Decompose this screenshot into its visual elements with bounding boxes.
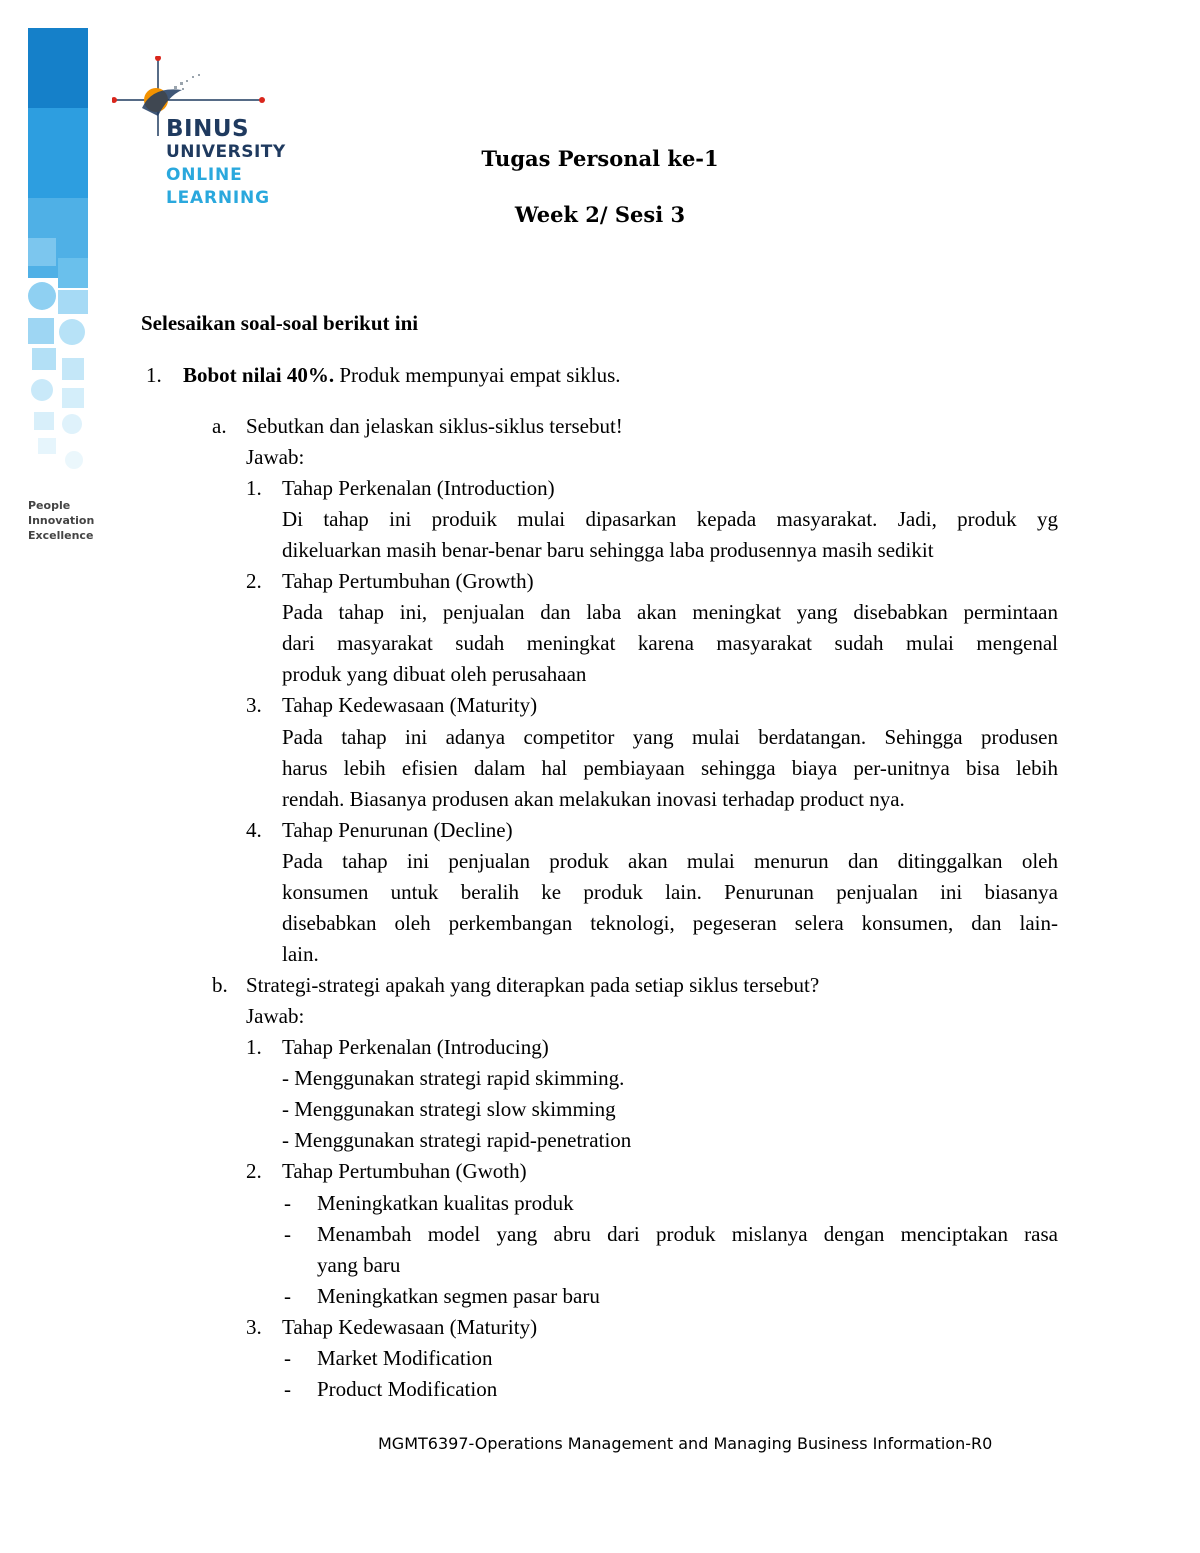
a-item-1-line-2: dikeluarkan masih benar-benar baru sehingga laba produsennya masih sedikit [282, 538, 934, 562]
a-item-1-title: Tahap Perkenalan (Introduction) [282, 476, 555, 500]
b-stage-3-dash-1: - [284, 1346, 291, 1370]
a-item-4-line-4: lain. [282, 942, 319, 966]
b-stage-2-title: Tahap Pertumbuhan (Gwoth) [282, 1159, 527, 1183]
page-footer: MGMT6397-Operations Management and Managing Business Information-R0 [378, 1434, 993, 1453]
a-item-4-number: 4. [246, 818, 262, 842]
part-b-answer-label: Jawab: [246, 1004, 305, 1028]
part-a-answer-label: Jawab: [246, 445, 305, 469]
b-stage-1-title: Tahap Perkenalan (Introducing) [282, 1035, 549, 1059]
a-item-1-number: 1. [246, 476, 262, 500]
b-stage-3-dash-2: - [284, 1377, 291, 1401]
b-stage-3-title: Tahap Kedewasaan (Maturity) [282, 1315, 538, 1339]
logo-learning: LEARNING [166, 188, 270, 208]
tagline-excellence: Excellence [28, 529, 94, 542]
document-title: Tugas Personal ke-1 [481, 146, 719, 171]
logo-online: ONLINE [166, 165, 243, 185]
a-item-4-line-3: disebabkan oleh perkembangan teknologi, pegeseran selera konsumen, dan lain- [282, 911, 1058, 935]
tagline-people: People [28, 499, 71, 512]
q1-number: 1. [146, 363, 162, 387]
b-stage-1-line-1: - Menggunakan strategi rapid skimming. [282, 1066, 625, 1090]
b-stage-2-bullet-2: Menambah model yang abru dari produk mislanya dengan menciptakan rasa [317, 1222, 1058, 1246]
a-item-2-line-1: Pada tahap ini, penjualan dan laba akan meningkat yang disebabkan permintaan [282, 600, 1058, 624]
part-a-letter: a. [212, 414, 227, 438]
b-stage-2-bullet-2-cont: yang baru [317, 1253, 401, 1277]
tagline-innovation: Innovation [28, 514, 95, 527]
a-item-1-line-1: Di tahap ini produik mulai dipasarkan kepada masyarakat. Jadi, produk yg [282, 507, 1058, 531]
a-item-3-line-3: rendah. Biasanya produsen akan melakukan inovasi terhadap product nya. [282, 787, 905, 811]
a-item-4-title: Tahap Penurunan (Decline) [282, 818, 513, 842]
b-stage-2-bullet-1: Meningkatkan kualitas produk [317, 1191, 574, 1215]
a-item-4-line-1: Pada tahap ini penjualan produk akan mulai menurun dan ditinggalkan oleh [282, 849, 1058, 873]
decorative-pattern-band [28, 28, 88, 478]
part-b-question: Strategi-strategi apakah yang diterapkan pada setiap siklus tersebut? [246, 973, 820, 997]
b-stage-3-bullet-2: Product Modification [317, 1377, 498, 1401]
q1-description: Produk mempunyai empat siklus. [334, 363, 621, 387]
logo-university: UNIVERSITY [166, 142, 286, 162]
b-stage-1-line-3: - Menggunakan strategi rapid-penetration [282, 1128, 632, 1152]
logo-binus: BINUS [166, 116, 250, 142]
q1-weight: Bobot nilai 40%. [183, 363, 335, 387]
a-item-3-line-1: Pada tahap ini adanya competitor yang mulai berdatangan. Sehingga produsen [282, 725, 1058, 749]
b-stage-3-number: 3. [246, 1315, 262, 1339]
a-item-3-title: Tahap Kedewasaan (Maturity) [282, 693, 538, 717]
q1-text [183, 362, 621, 388]
a-item-2-line-2: dari masyarakat sudah meningkat karena masyarakat sudah mulai mengenal [282, 631, 1058, 655]
b-stage-2-number: 2. [246, 1159, 262, 1183]
part-a-question: Sebutkan dan jelaskan siklus-siklus tersebut! [246, 414, 623, 438]
part-b-letter: b. [212, 973, 228, 997]
instruction: Selesaikan soal-soal berikut ini [141, 311, 419, 335]
a-item-4-line-2: konsumen untuk beralih ke produk lain. Penurunan penjualan ini biasanya [282, 880, 1058, 904]
b-stage-2-dash-3: - [284, 1284, 291, 1308]
b-stage-3-bullet-1: Market Modification [317, 1346, 493, 1370]
a-item-2-title: Tahap Pertumbuhan (Growth) [282, 569, 534, 593]
a-item-2-line-3: produk yang dibuat oleh perusahaan [282, 662, 587, 686]
b-stage-1-number: 1. [246, 1035, 262, 1059]
b-stage-1-line-2: - Menggunakan strategi slow skimming [282, 1097, 616, 1121]
b-stage-2-dash-2: - [284, 1222, 291, 1246]
a-item-2-number: 2. [246, 569, 262, 593]
document-subtitle: Week 2/ Sesi 3 [514, 202, 686, 227]
b-stage-2-bullet-3: Meningkatkan segmen pasar baru [317, 1284, 600, 1308]
tagline [28, 498, 94, 543]
a-item-3-number: 3. [246, 693, 262, 717]
b-stage-2-dash-1: - [284, 1191, 291, 1215]
a-item-3-line-2: harus lebih efisien dalam hal pembiayaan sehingga biaya per-unitnya bisa lebih [282, 756, 1058, 780]
